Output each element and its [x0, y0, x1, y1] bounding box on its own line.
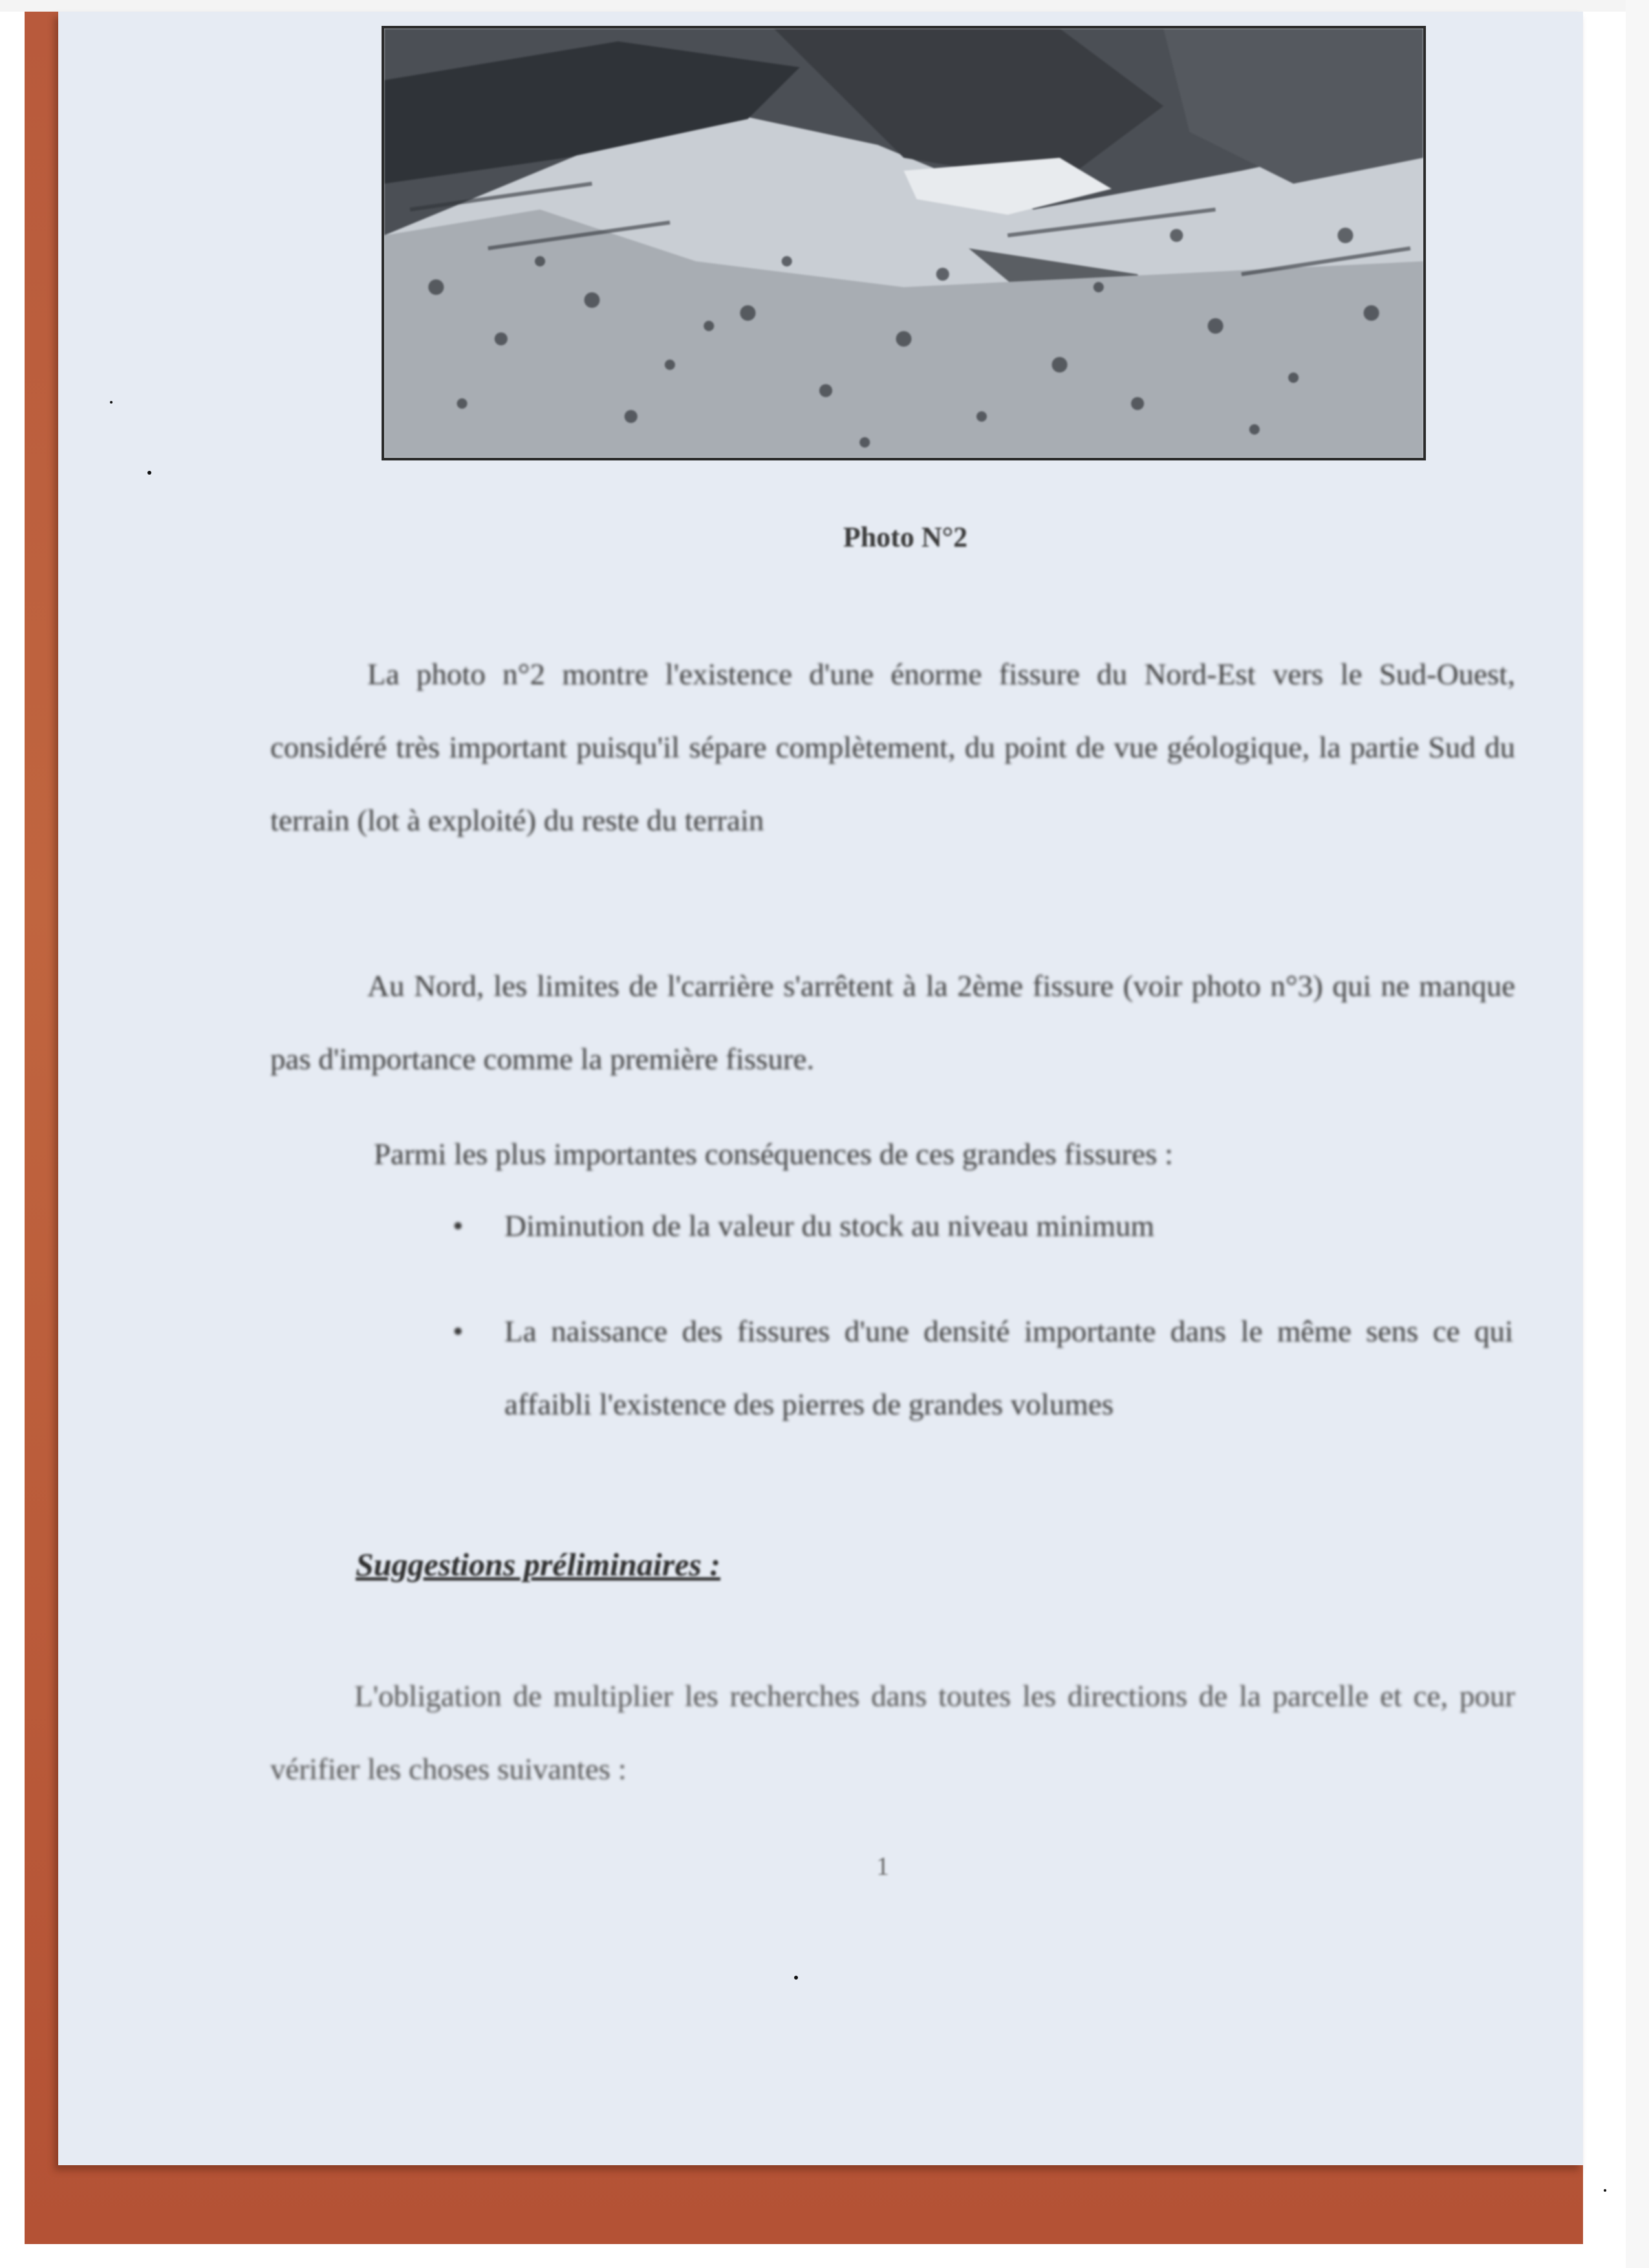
- scan-speck: [147, 471, 151, 475]
- terrain-photo-image: [384, 28, 1423, 458]
- scan-speck: [110, 401, 113, 404]
- scan-speck: [794, 1976, 798, 1980]
- bullet-icon: •: [453, 1315, 464, 1348]
- consequences-list: [453, 1190, 1513, 1474]
- paragraph-north-limits: Au Nord, les limites de l'carrière s'arrêtent à la 2ème fissure (voir photo n°3) qui ne manque pas d'importance comme la première fissure.: [270, 969, 1515, 1076]
- list-item-text: La naissance des fissures d'une densité importante dans le même sens ce qui affaibli l'existence des pierres de grandes volumes: [504, 1315, 1513, 1421]
- section-heading: Suggestions préliminaires :: [356, 1546, 720, 1582]
- list-item: [453, 1295, 1513, 1442]
- list-item: [453, 1190, 1513, 1263]
- scan-border-top: [0, 0, 1649, 12]
- paragraph-fissure-description: La photo n°2 montre l'existence d'une énorme fissure du Nord-Est vers le Sud-Ouest, considéré très important puisqu'il sépare complètement, du point de vue géologique, la partie Sud du terrain (lot à exploité) du reste du terrain: [270, 658, 1515, 837]
- list-item-text: Diminution de la valeur du stock au niveau minimum: [504, 1209, 1155, 1243]
- photo-caption: Photo N°2: [843, 521, 968, 553]
- bullet-icon: •: [453, 1209, 464, 1243]
- scan-border-right: [1626, 0, 1649, 2268]
- terrain-photo: [382, 26, 1426, 460]
- paragraph-suggestions: L'obligation de multiplier les recherches dans toutes les directions de la parcelle et ce, pour vérifier les choses suivantes :: [270, 1679, 1515, 1786]
- paragraph-consequences-intro: Parmi les plus importantes conséquences de ces grandes fissures :: [374, 1138, 1174, 1171]
- scan-speck: [1604, 2189, 1606, 2192]
- page-number: 1: [876, 1852, 889, 1881]
